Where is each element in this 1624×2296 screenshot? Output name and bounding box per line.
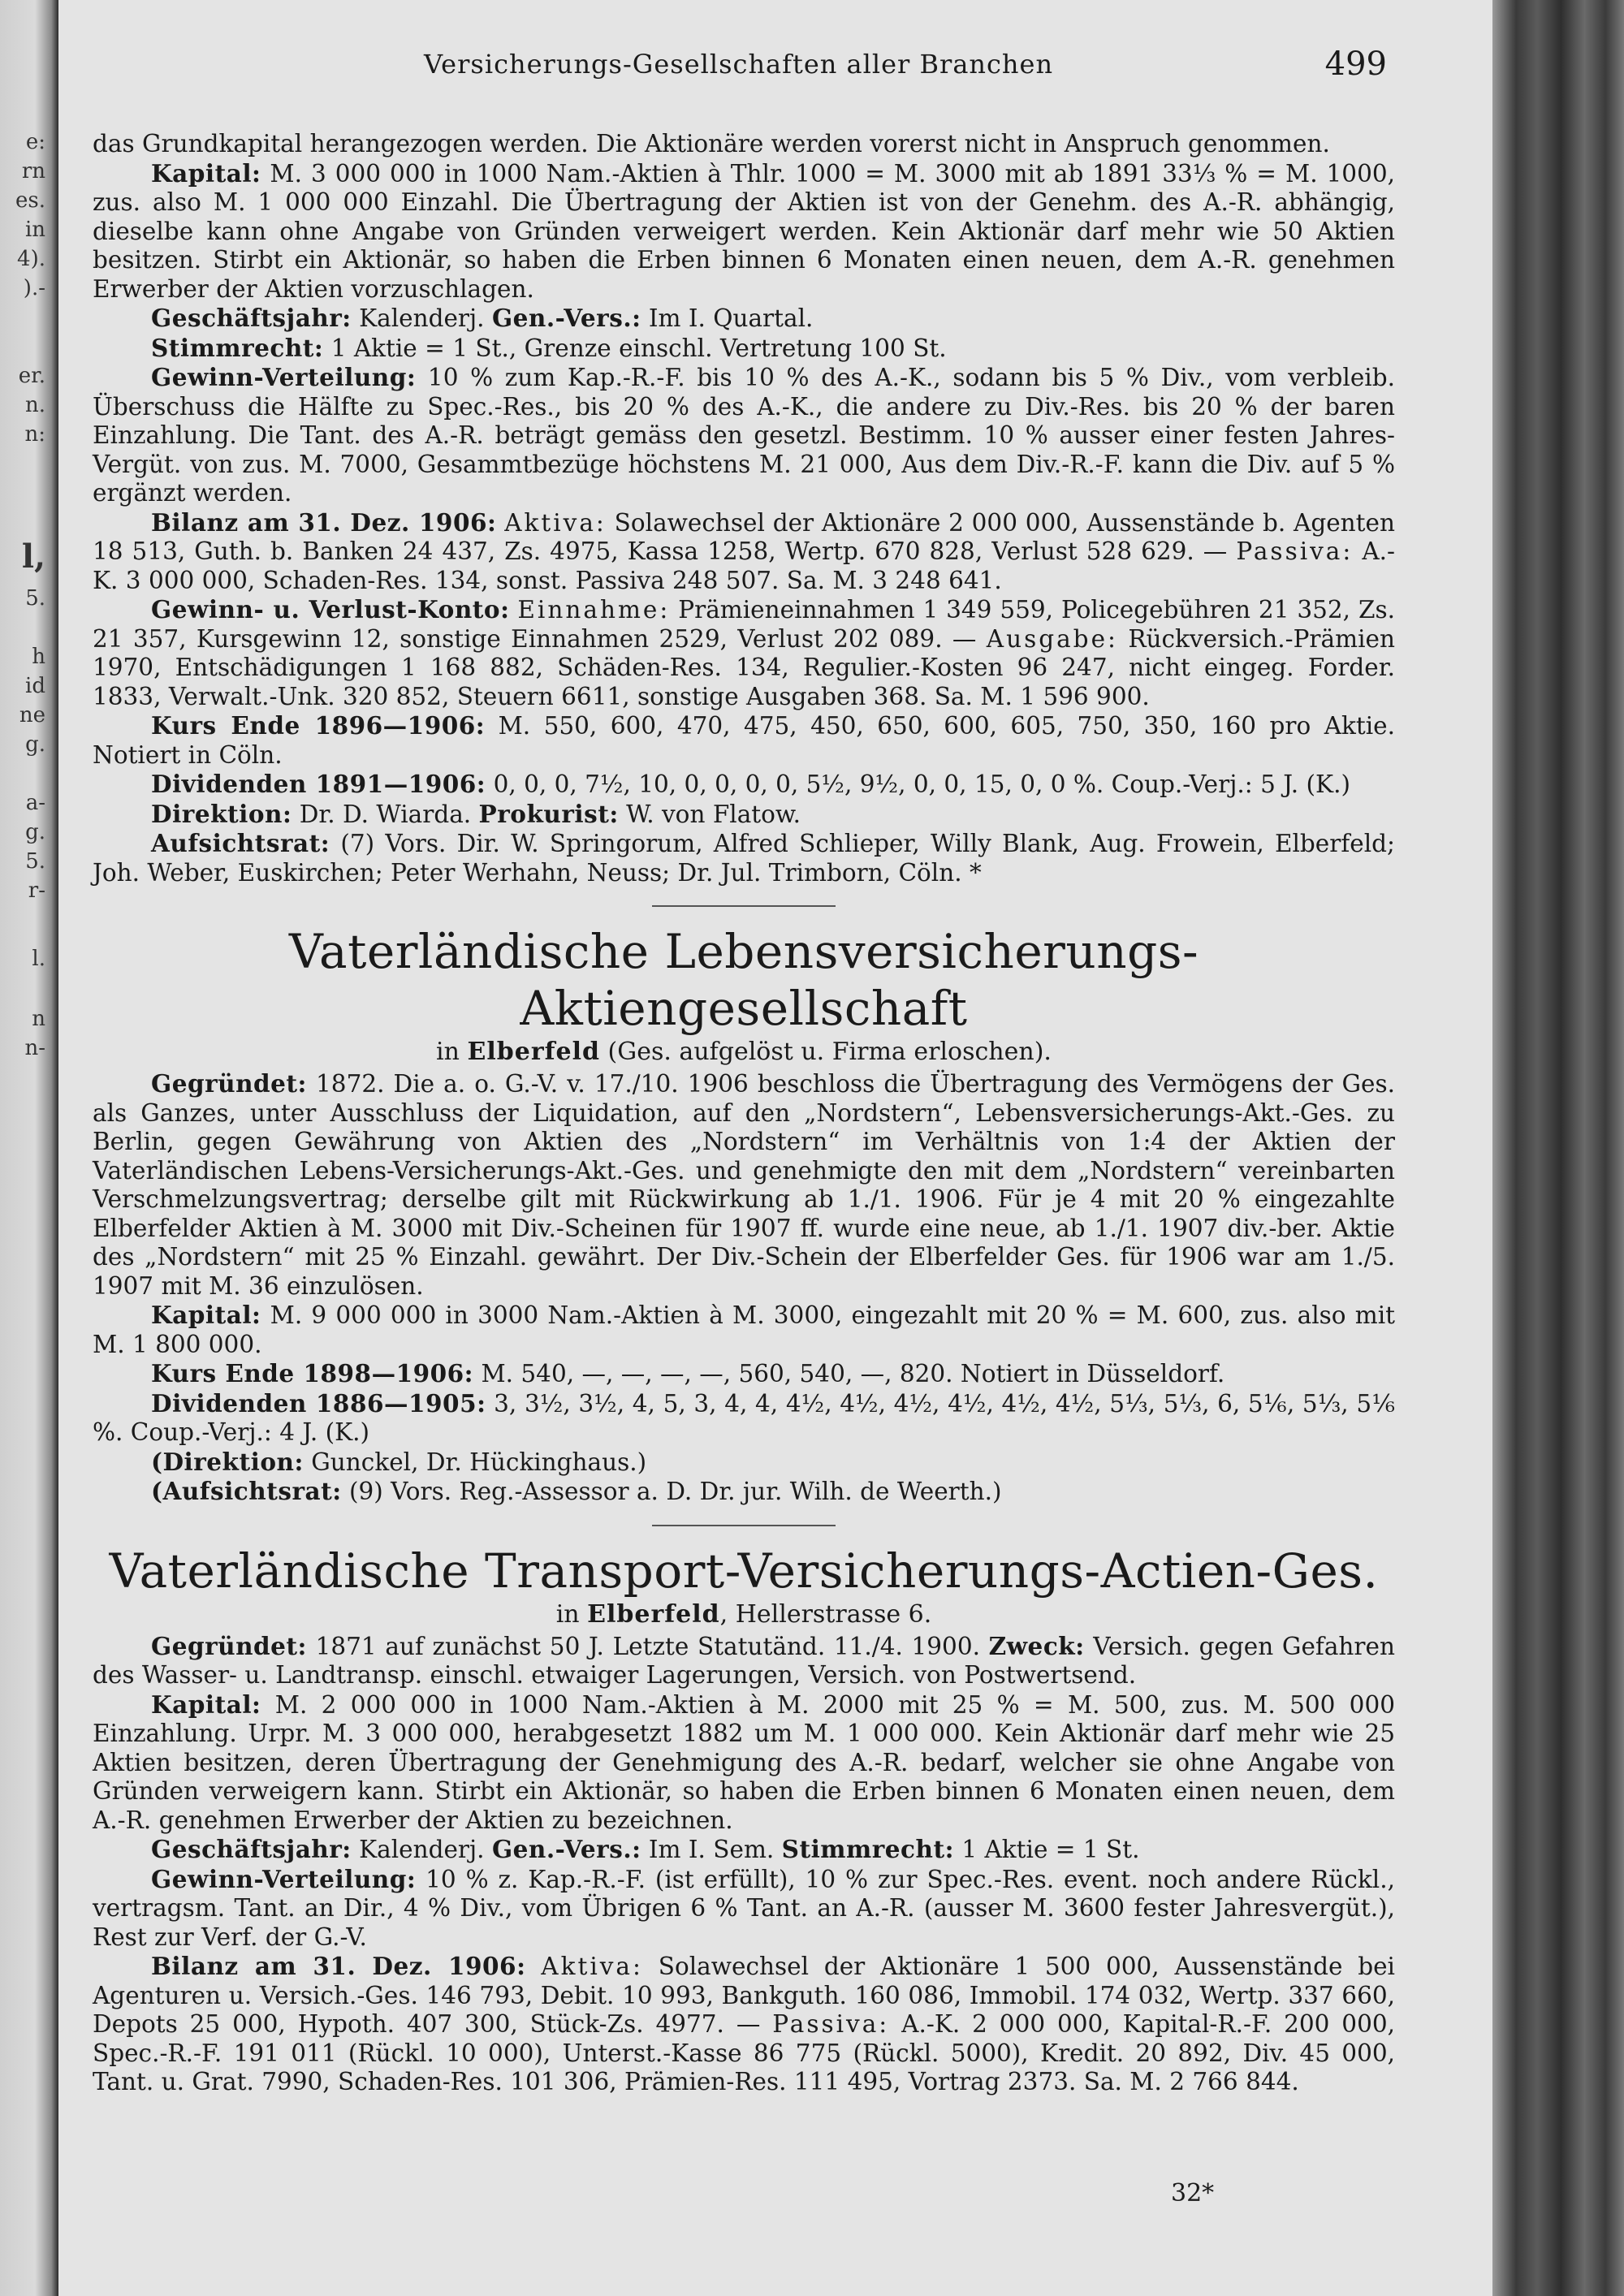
expense-word: Ausgabe: — [986, 624, 1118, 653]
company-title: Vaterländische Lebensversicherungs-Aktiengesellschaft — [288, 924, 1199, 1036]
founded-text: 1872. Die a. o. G.-V. v. 17./10. 1906 beschloss die Übertragung des Vermögens der Ges. als Ganzes, unter Ausschluss der Liquidation, auf den „Nordstern“, Lebensversicherungs-Akt.-Ges. zu Berlin, gegen Gewährung von Aktien des „Nordstern“ im Verhältnis von 1:4 der Aktien der Vaterländischen Lebens-Versicherungs-Akt.-Ges. und genehmigte den mit dem „Nordstern“ vereinbarten Verschmelzungsvertrag; derselbe gilt mit Rückwirkung ab 1./1. 1906. Für je 4 mit 20 % eingezahlte Elberfelder Aktien à M. 3000 mit Div.-Scheinen für 1907 ff. wurde eine neue, ab 1./1. 1907 div.-ber. Aktie des „Nordstern“ mit 25 % Einzahl. gewährt. Der Div.-Schein der Elberfelder Ges. für 1906 war am 1./5. 1907 mit M. 36 einzulösen. — [93, 1070, 1395, 1300]
city-name: Elberfeld — [467, 1038, 600, 1066]
page-header — [58, 45, 1492, 89]
management-text: Gunckel, Dr. Hückinghaus.) — [303, 1448, 647, 1476]
dividends-paragraph — [93, 1389, 1395, 1448]
page-number: 499 — [1324, 45, 1387, 83]
margin-fragment: es. — [15, 188, 45, 213]
margin-fragment: rn — [21, 159, 45, 183]
margin-fragment: l. — [32, 947, 45, 971]
margin-fragment: n — [32, 1007, 45, 1031]
company-entry-transport-insurance — [93, 1543, 1395, 2097]
running-title: Versicherungs-Gesellschaften aller Branchen — [424, 49, 1054, 80]
fiscal-year-text: Kalenderj. — [351, 1836, 492, 1863]
address: , Hellerstrasse 6. — [719, 1599, 932, 1629]
capital-paragraph — [93, 1301, 1395, 1359]
voting-right-text: 1 Aktie = 1 St. — [953, 1836, 1140, 1863]
liabilities-word: Passiva: — [1236, 537, 1354, 565]
section-divider — [652, 905, 836, 907]
intro-paragraph: das Grundkapital herangezogen werden. Die Aktionäre werden vorerst nicht in Anspruch genommen. — [93, 130, 1330, 158]
profit-distribution-label: Gewinn-Verteilung: — [151, 1864, 417, 1893]
management-paragraph — [93, 800, 1395, 830]
profit-distribution-paragraph — [93, 1865, 1395, 1953]
founded-paragraph — [93, 1632, 1395, 1690]
capital-text: M. 2 000 000 in 1000 Nam.-Aktien à M. 2000 mit 25 % = M. 500, zus. M. 500 000 Einzahlung. Urpr. M. 3 000 000, herabgesetzt 1882 um M. 1 000 000. Kein Aktionär darf mehr wie 25 Aktien besitzen, deren Übertragung der Genehmigung des A.-R. bedarf, welcher sie ohne Angabe von Gründen verweigern kann. Stirbt ein Aktionär, so haben die Erben binnen 6 Monaten einen neuen, dem A.-R. genehmen Erwerber der Aktien zu bezeichnen. — [93, 1690, 1395, 1834]
dividends-text: 0, 0, 0, 7½, 10, 0, 0, 0, 0, 5½, 9½, 0, 0, 15, 0, 0 %. Coup.-Verj.: 5 J. (K.) — [486, 770, 1350, 798]
management-text: Dr. D. Wiarda. — [292, 800, 479, 828]
profit-distribution-paragraph — [93, 363, 1395, 508]
profit-loss-label: Gewinn- u. Verlust-Konto: — [151, 595, 510, 624]
expense-text: Rückversich.-Prämien 1970, Entschädigungen 1 168 882, Schäden-Res. 134, Regulier.-Kosten 96 247, nicht eingeg. Forder. 1833, Verwalt.-Unk. 320 852, Steuern 6611, sonstige Ausgaben 368. Sa. M. 1 596 900. — [93, 624, 1395, 710]
capital-paragraph — [93, 1690, 1395, 1836]
in-word: in — [555, 1599, 588, 1629]
liabilities-word: Passiva: — [772, 2010, 890, 2038]
margin-fragment: id — [25, 674, 45, 698]
liabilities-text: A.-K. 3 000 000, Schaden-Res. 134, sonst. Passiva 248 507. Sa. M. 3 248 641. — [93, 537, 1396, 594]
founded-paragraph — [93, 1069, 1395, 1301]
fiscal-year-paragraph — [93, 1835, 1395, 1865]
book-page — [58, 0, 1492, 2296]
liabilities-text: A.-K. 2 000 000, Kapital-R.-F. 200 000, Spec.-R.-F. 191 011 (Rückl. 10 000), Unterst.-Kasse 86 775 (Rückl. 5000), Kredit. 20 892, Div. 45 000, Tant. u. Grat. 7990, Schaden-Res. 101 306, Prämien-Res. 111 495, Vortrag 2373. Sa. M. 2 766 844. — [93, 2010, 1395, 2095]
authorized-officer-label: Prokurist: — [478, 799, 619, 828]
margin-fragment: r- — [28, 878, 45, 903]
margin-fragment: 5. — [25, 849, 45, 874]
share-price-label: Kurs Ende 1898—1906: — [151, 1359, 474, 1388]
dividends-paragraph — [93, 770, 1395, 800]
margin-fragment: g. — [25, 820, 45, 844]
voting-right-label: Stimmrecht: — [781, 1835, 954, 1863]
management-paragraph — [93, 1448, 1395, 1478]
book-binding-edge — [1492, 0, 1624, 2296]
margin-fragment: er. — [18, 364, 45, 388]
company-location — [93, 1599, 1395, 1630]
margin-fragment: n. — [24, 393, 45, 417]
margin-fragment: l, — [21, 537, 45, 576]
dividends-text: 3, 3½, 3½, 4, 5, 3, 4, 4, 4½, 4½, 4½, 4½, 4½, 4½, 5⅓, 5⅓, 6, 5⅙, 5⅓, 5⅙ %. Coup.-Verj.: 4 J. (K.) — [93, 1389, 1395, 1446]
purpose-label: Zweck: — [988, 1631, 1085, 1660]
continued-entry — [93, 130, 1395, 887]
profit-distribution-label: Gewinn-Verteilung: — [151, 363, 417, 391]
section-divider — [652, 1525, 836, 1526]
management-label: Direktion: — [151, 799, 292, 828]
supervisory-board-paragraph — [93, 1477, 1395, 1507]
margin-fragment: g. — [25, 732, 45, 757]
assets-text: Solawechsel der Aktionäre 1 500 000, Aussenstände bei Agenturen u. Versich.-Ges. 146 793, Debit. 10 993, Bankguth. 160 086, Immobil. 174 032, Wertp. 337 660, Depots 25 000, Hypoth. 407 300, Stück-Zs. 4977. — — [93, 1953, 1395, 2038]
capital-label: Kapital: — [151, 1690, 261, 1719]
location-note: (Ges. aufgelöst u. Firma erloschen). — [600, 1038, 1052, 1066]
share-price-paragraph — [93, 1359, 1395, 1389]
income-text: Prämieneinnahmen 1 349 559, Policegebühren 21 352, Zs. 21 357, Kursgewinn 12, sonstige Einnahmen 2529, Verlust 202 089. — — [93, 596, 1395, 653]
margin-fragment: a- — [25, 791, 45, 815]
margin-fragment: ne — [19, 703, 45, 727]
share-price-text: M. 550, 600, 470, 475, 450, 650, 600, 605, 750, 350, 160 pro Aktie. Notiert in Cöln. — [93, 712, 1395, 769]
company-entry-life-insurance — [93, 923, 1395, 1507]
assets-word: Aktiva: — [504, 508, 607, 537]
capital-paragraph — [93, 159, 1395, 304]
supervisory-board-text: (9) Vors. Reg.-Assessor a. D. Dr. jur. Wilh. de Weerth.) — [341, 1478, 1002, 1505]
margin-fragment: n- — [24, 1036, 45, 1060]
margin-fragment: ).- — [23, 276, 45, 300]
balance-sheet-label: Bilanz am 31. Dez. 1906: — [151, 1952, 526, 1980]
authorized-officer-text: W. von Flatow. — [618, 800, 801, 828]
margin-fragment: 5. — [25, 586, 45, 611]
supervisory-board-label: Aufsichtsrat: — [151, 829, 330, 857]
company-title: Vaterländische Transport-Versicherungs-Actien-Ges. — [109, 1543, 1379, 1599]
capital-label: Kapital: — [151, 1301, 261, 1329]
printer-signature: 32* — [1171, 2179, 1215, 2208]
voting-right-label: Stimmrecht: — [151, 333, 324, 362]
founded-label: Gegründet: — [151, 1069, 307, 1098]
dividends-label: Dividenden 1891—1906: — [151, 770, 486, 798]
adjacent-page-edge — [0, 0, 58, 2296]
voting-right-paragraph — [93, 334, 1395, 364]
profit-loss-paragraph — [93, 595, 1395, 711]
supervisory-board-text: (7) Vors. Dir. W. Springorum, Alfred Schlieper, Willy Blank, Aug. Frowein, Elberfeld; Joh. Weber, Euskirchen; Peter Werhahn, Neuss; Dr. Jul. Trimborn, Cöln. * — [93, 830, 1395, 887]
purpose-text: Versich. gegen Gefahren des Wasser- u. Landtransp. einschl. etwaiger Lagerungen, Versich. von Postwertsend. — [93, 1632, 1395, 1689]
supervisory-board-label: (Aufsichtsrat: — [151, 1477, 342, 1505]
income-word: Einnahme: — [517, 596, 671, 624]
capital-text: M. 9 000 000 in 3000 Nam.-Aktien à M. 3000, eingezahlt mit 20 % = M. 600, zus. also mit M. 1 800 000. — [93, 1301, 1395, 1358]
general-meeting-text: Im I. Quartal. — [641, 304, 814, 332]
balance-sheet-paragraph — [93, 508, 1395, 596]
profit-distribution-text: 10 % z. Kap.-R.-F. (ist erfüllt), 10 % zur Spec.-Res. event. noch andere Rückl., vertragsm. Tant. an Dir., 4 % Div., vom Übrigen 6 % Tant. an A.-R. (ausser M. 3600 fester Jahresvergüt.), Rest zur Verf. der G.-V. — [93, 1865, 1395, 1951]
fiscal-year-label: Geschäftsjahr: — [151, 1835, 352, 1863]
assets-text: Solawechsel der Aktionäre 2 000 000, Aussenstände b. Agenten 18 513, Guth. b. Banken 24 437, Zs. 4975, Kassa 1258, Wertp. 670 828, Verlust 528 629. — — [93, 508, 1395, 565]
general-meeting-label: Gen.-Vers.: — [491, 1835, 641, 1863]
page-content — [93, 130, 1395, 2097]
founded-text: 1871 auf zunächst 50 J. Letzte Statutänd. 11./4. 1900. — [306, 1632, 989, 1660]
balance-sheet-label: Bilanz am 31. Dez. 1906: — [151, 507, 497, 537]
company-location — [93, 1037, 1395, 1068]
margin-fragment: n: — [24, 422, 45, 447]
margin-fragment: in — [24, 218, 45, 242]
margin-fragment: 4). — [17, 247, 45, 271]
voting-right-text: 1 Aktie = 1 St., Grenze einschl. Vertretung 100 St. — [323, 334, 947, 362]
share-price-label: Kurs Ende 1896—1906: — [151, 711, 486, 740]
capital-label: Kapital: — [151, 158, 261, 188]
fiscal-year-paragraph — [93, 304, 1395, 334]
assets-word: Aktiva: — [541, 1953, 643, 1980]
margin-fragment: e: — [25, 130, 45, 154]
city-name: Elberfeld — [587, 1599, 720, 1629]
in-word: in — [436, 1038, 468, 1066]
profit-distribution-text: 10 % zum Kap.-R.-F. bis 10 % des A.-K., sodann bis 5 % Div., vom verbleib. Überschuss die Hälfte zu Spec.-Res., bis 20 % des A.-K., die andere zu Div.-Res. bis 20 % der baren Einzahlung. Die Tant. des A.-R. beträgt gemäss den gesetzl. Bestimm. 10 % ausser einer festen Jahres-Vergüt. von zus. M. 7000, Gesammtbezüge höchstens M. 21 000, Aus dem Div.-R.-F. kann die Div. auf 5 % ergänzt werden. — [93, 364, 1395, 507]
capital-text: M. 3 000 000 in 1000 Nam.-Aktien à Thlr. 1000 = M. 3000 mit ab 1891 33⅓ % = M. 1000, zus. also M. 1 000 000 Einzahl. Die Übertragung der Aktien ist von der Genehm. des A.-R. abhängig, dieselbe kann ohne Angabe von Gründen verweigert werden. Kein Aktionär darf mehr wie 50 Aktien besitzen. Stirbt ein Aktionär, so haben die Erben binnen 6 Monaten einen neuen, dem A.-R. genehmen Erwerber der Aktien vorzuschlagen. — [93, 159, 1395, 303]
management-label: (Direktion: — [151, 1447, 304, 1476]
margin-fragment: h — [32, 645, 45, 669]
general-meeting-label: Gen.-Vers.: — [491, 304, 641, 332]
general-meeting-text: Im I. Sem. — [641, 1836, 782, 1863]
fiscal-year-text: Kalenderj. — [351, 304, 492, 332]
balance-sheet-paragraph — [93, 1952, 1395, 2097]
founded-label: Gegründet: — [151, 1631, 307, 1660]
dividends-label: Dividenden 1886—1905: — [151, 1388, 486, 1418]
share-price-paragraph — [93, 711, 1395, 770]
fiscal-year-label: Geschäftsjahr: — [151, 304, 352, 332]
supervisory-board-paragraph — [93, 829, 1395, 887]
share-price-text: M. 540, —, —, —, —, 560, 540, —, 820. Notiert in Düsseldorf. — [473, 1360, 1225, 1388]
